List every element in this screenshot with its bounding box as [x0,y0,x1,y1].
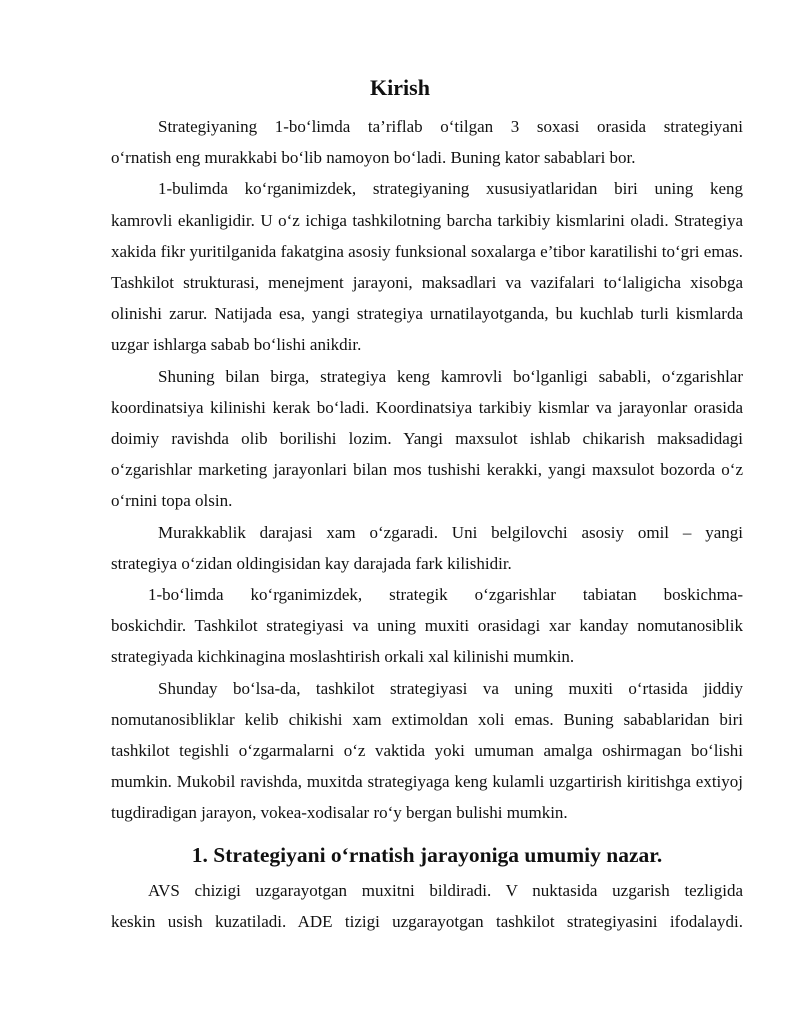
paragraph-text: kamrovli ekanligidir. U o‘z ichiga tashkilotning barcha tarkibiy kismlarini oladi. Strategiya xakida fikr yuritilganida fakatgina asosiy funksional soxalarga e’tibor karatilishi to‘gri emas. Tashkilot strukturasi, menejment jarayoni, maksadlari va vazifalari to‘laligicha xisobga olinishi zarur. Natijada esa, yangi strategiya urnatilayotganda, bu kuchlab turli kismlarda uzgar ishlarga sabab bo‘lishi anikdir. [111,210,743,355]
paragraph-first-line: Murakkablik darajasi xam o‘zgaradi. Uni belgilovchi asosiy omil – yangi [158,522,743,542]
paragraph-incremental-cont [111,610,743,672]
paragraph-first-line: Strategiyaning 1-bo‘limda ta’riflab o‘tilgan 3 soxasi orasida strategiyani [158,117,743,136]
paragraph-intro-cont [111,142,743,173]
paragraph-coordination [111,361,743,392]
section-heading: 1. Strategiyani o‘rnatish jarayoniga umumiy nazar. [191,842,663,867]
paragraph-first-line: AVS chizigi uzgarayotgan muxitni bildiradi. V nuktasida uzgarish tezligida [148,880,743,900]
paragraph-first-line: 1-bulimda ko‘rganimizdek, strategiyaning xususiyatlaridan biri uning keng [158,179,743,199]
document-body [111,111,743,937]
paragraph-first-line: Shunday bo‘lsa-da, tashkilot strategiyasi va uning muxiti o‘rtasida jiddiy [158,678,743,698]
paragraph-complexity-cont [111,548,743,579]
paragraph-section [111,875,743,906]
paragraph-intro [111,111,743,142]
paragraph-text: o‘rnatish eng murakkabi bo‘lib namoyon bo‘ladi. Buning kator sabablari bor. [111,148,636,168]
paragraph-coordination-cont [111,392,743,517]
paragraph-incremental [111,579,743,610]
paragraph-text: boskichdir. Tashkilot strategiyasi va uning muxiti orasidagi xar kanday nomutanosiblik strategiyada kichkinagina moslashtirish orkali xal kilinishi mumkin. [111,616,743,667]
paragraph-first-line: Shuning bilan birga, strategiya keng kamrovli bo‘lganligi sababli, o‘zgarishlar [158,366,743,386]
paragraph-text: nomutanosibliklar kelib chikishi xam extimoldan xoli emas. Buning sabablaridan biri tashkilot tegishli o‘zgarmalarni o‘z vaktida yoki umuman amalga oshirmagan bo‘lishi mumkin. Mukobil ravishda, muxitda strategiyaga keng kulamli uzgartirish kiritishga extiyoj tugdiradigan jarayon, vokea-xodisalar ro‘y bergan bulishi mumkin. [111,709,743,823]
paragraph-scope-cont [111,205,743,361]
paragraph-complexity [111,517,743,548]
paragraph-text: strategiya o‘zidan oldingisidan kay darajada fark kilishidir. [111,553,512,573]
paragraph-section-cont [111,906,743,937]
paragraph-text: keskin usish kuzatiladi. ADE tizigi uzgarayotgan tashkilot strategiyasini ifodalaydi. [111,911,743,931]
paragraph-text: koordinatsiya kilinishi kerak bo‘ladi. Koordinatsiya tarkibiy kismlar va jarayonlar orasida doimiy ravishda olib borilishi lozim. Yangi maxsulot ishlab chikarish maksadidagi o‘zgarishlar marketing jarayonlari bilan mos tushishi kerakki, yangi maxsulot bozorda o‘z o‘rnini topa olsin. [111,397,743,511]
paragraph-mismatch-cont [111,704,743,829]
paragraph-mismatch [111,673,743,704]
paragraph-first-line: 1-bo‘limda ko‘rganimizdek, strategik o‘zgarishlar tabiatan boskichma- [148,585,743,605]
paragraph-scope [111,173,743,204]
page-title: Kirish [370,75,430,100]
